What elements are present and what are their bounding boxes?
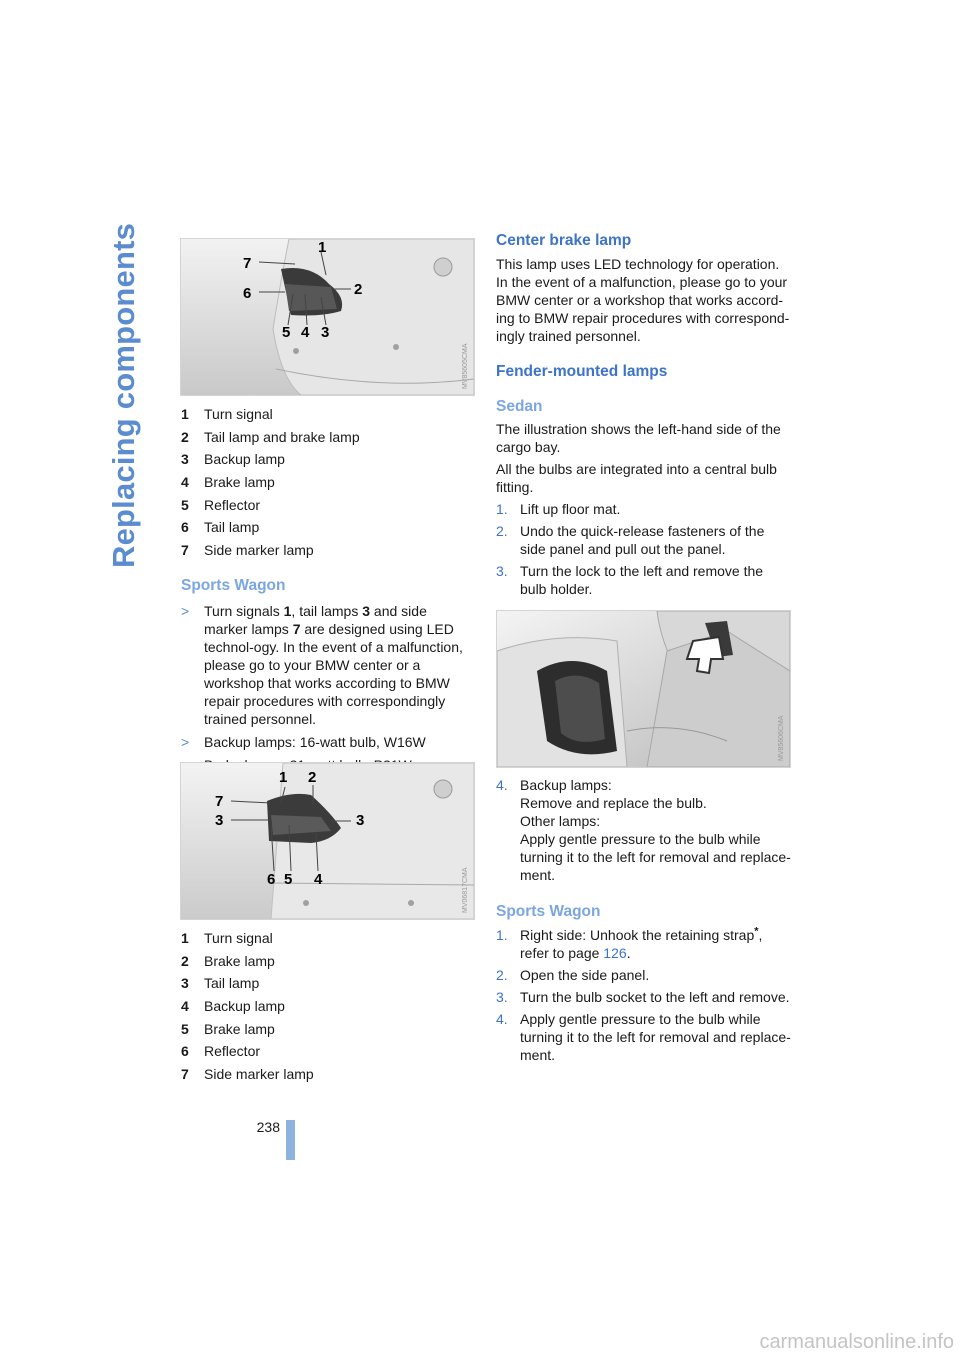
fig2-callout-2: 2 (308, 769, 317, 786)
page-number-bar (286, 1120, 295, 1160)
legend-item: 1 Turn signal (181, 930, 273, 946)
fig2-callout-3b: 3 (356, 812, 365, 829)
paragraph: The illustration shows the left-hand side of the cargo bay. (496, 421, 781, 455)
legend-item: 5 Brake lamp (181, 1020, 275, 1037)
step-item: 1. Right side: Unhook the retaining strap*, refer to page 126. (496, 925, 763, 961)
fig2-callout-5: 5 (284, 871, 293, 888)
step-item: 2. Open the side panel. (496, 967, 650, 983)
figure-wagon-tail-lamp (180, 762, 475, 920)
fig2-callout-7: 7 (215, 793, 224, 810)
fig1-callout-3: 3 (321, 324, 330, 341)
page-reference-link[interactable]: 126 (603, 945, 627, 961)
fig1-callout-2: 2 (354, 281, 363, 298)
section-heading: Sports Wagon (496, 903, 601, 920)
right-column-top (496, 231, 792, 598)
sedan-tail-lamp-illustration (181, 239, 474, 395)
step-item: 2. Undo the quick-release fasteners of the side panel and pull out the panel. (496, 523, 765, 557)
chapter-side-title-text: Replacing components (106, 222, 141, 568)
step-item: 4. Backup lamps: Remove and replace the bulb. Other lamps: Apply gentle pressure to the bulb while turning it to the left for removal and replace-ment. (496, 777, 791, 883)
bullet-marker: > (181, 734, 190, 750)
section-heading: Sports Wagon (181, 577, 286, 594)
legend-item: 7 Side marker lamp (181, 542, 314, 559)
legend-item: 2 Brake lamp (181, 952, 275, 969)
legend-wagon (181, 929, 471, 1088)
legend-item: 5 Reflector (181, 496, 261, 513)
fig2-callout-1: 1 (279, 769, 288, 786)
paragraph: All the bulbs are integrated into a central bulb fitting. (496, 461, 777, 495)
legend-item: 3 Backup lamp (181, 451, 285, 468)
fig2-code: MV06817CMA (462, 867, 469, 913)
legend-sedan (181, 405, 471, 564)
section-heading: Fender-mounted lamps (496, 363, 668, 380)
step-item: 3. Turn the lock to the left and remove the bulb holder. (496, 563, 764, 597)
legend-item: 1 Turn signal (181, 406, 273, 422)
legend-item: 3 Tail lamp (181, 975, 260, 992)
bullet-marker: > (181, 603, 190, 619)
section-sports-wagon-lamps (181, 576, 473, 774)
cargo-bay-illustration (497, 611, 790, 767)
figure-sedan-tail-lamp (180, 238, 475, 396)
legend-item: 4 Backup lamp (181, 998, 285, 1015)
fig1-callout-1: 1 (318, 239, 327, 256)
section-heading: Sedan (496, 398, 543, 415)
bullet-item: > Turn signals 1, tail lamps 3 and side marker lamps 7 are designed using LED technol-ogy. In the event of a malfunction, please go to your BMW center or a workshop that works according to BMW repair procedures with correspondingly trained personnel. (181, 603, 463, 727)
fig1-callout-4: 4 (301, 324, 310, 341)
wagon-tail-lamp-illustration (181, 763, 474, 919)
section-heading: Center brake lamp (496, 232, 632, 249)
fig1-code: MV85605CMA (462, 343, 469, 389)
bullet-item: > Backup lamps: 16-watt bulb, W16W (181, 734, 426, 750)
fig2-callout-4: 4 (314, 871, 323, 888)
legend-item: 6 Tail lamp (181, 519, 260, 536)
optional-equipment-asterisk: * (754, 925, 759, 938)
right-column-bottom (496, 776, 792, 1064)
step-item: 3. Turn the bulb socket to the left and remove. (496, 989, 790, 1005)
chapter-side-title (96, 222, 156, 568)
page-number: 238 (256, 1119, 280, 1135)
legend-item: 7 Side marker lamp (181, 1066, 314, 1083)
figure-cargo-bay-bulb-holder (496, 610, 791, 768)
legend-item: 6 Reflector (181, 1043, 261, 1060)
watermark: carmanualsonline.info (759, 1331, 954, 1353)
fig1-callout-5: 5 (282, 324, 291, 341)
paragraph: This lamp uses LED technology for operation. In the event of a malfunction, please go to your BMW center or a workshop that works accord-ing to BMW repair procedures with correspond-ingly trained personnel. (496, 256, 790, 344)
fig2-callout-6: 6 (267, 871, 276, 888)
fig1-callout-6: 6 (243, 285, 252, 302)
legend-item: 4 Brake lamp (181, 474, 275, 491)
fig3-code: MV85606CMA (778, 715, 785, 761)
legend-item: 2 Tail lamp and brake lamp (181, 428, 360, 445)
step-item: 1. Lift up floor mat. (496, 501, 621, 517)
fig1-callout-7: 7 (243, 255, 252, 272)
fig2-callout-3a: 3 (215, 812, 224, 829)
step-item: 4. Apply gentle pressure to the bulb while turning it to the left for removal and replace-ment. (496, 1011, 791, 1063)
